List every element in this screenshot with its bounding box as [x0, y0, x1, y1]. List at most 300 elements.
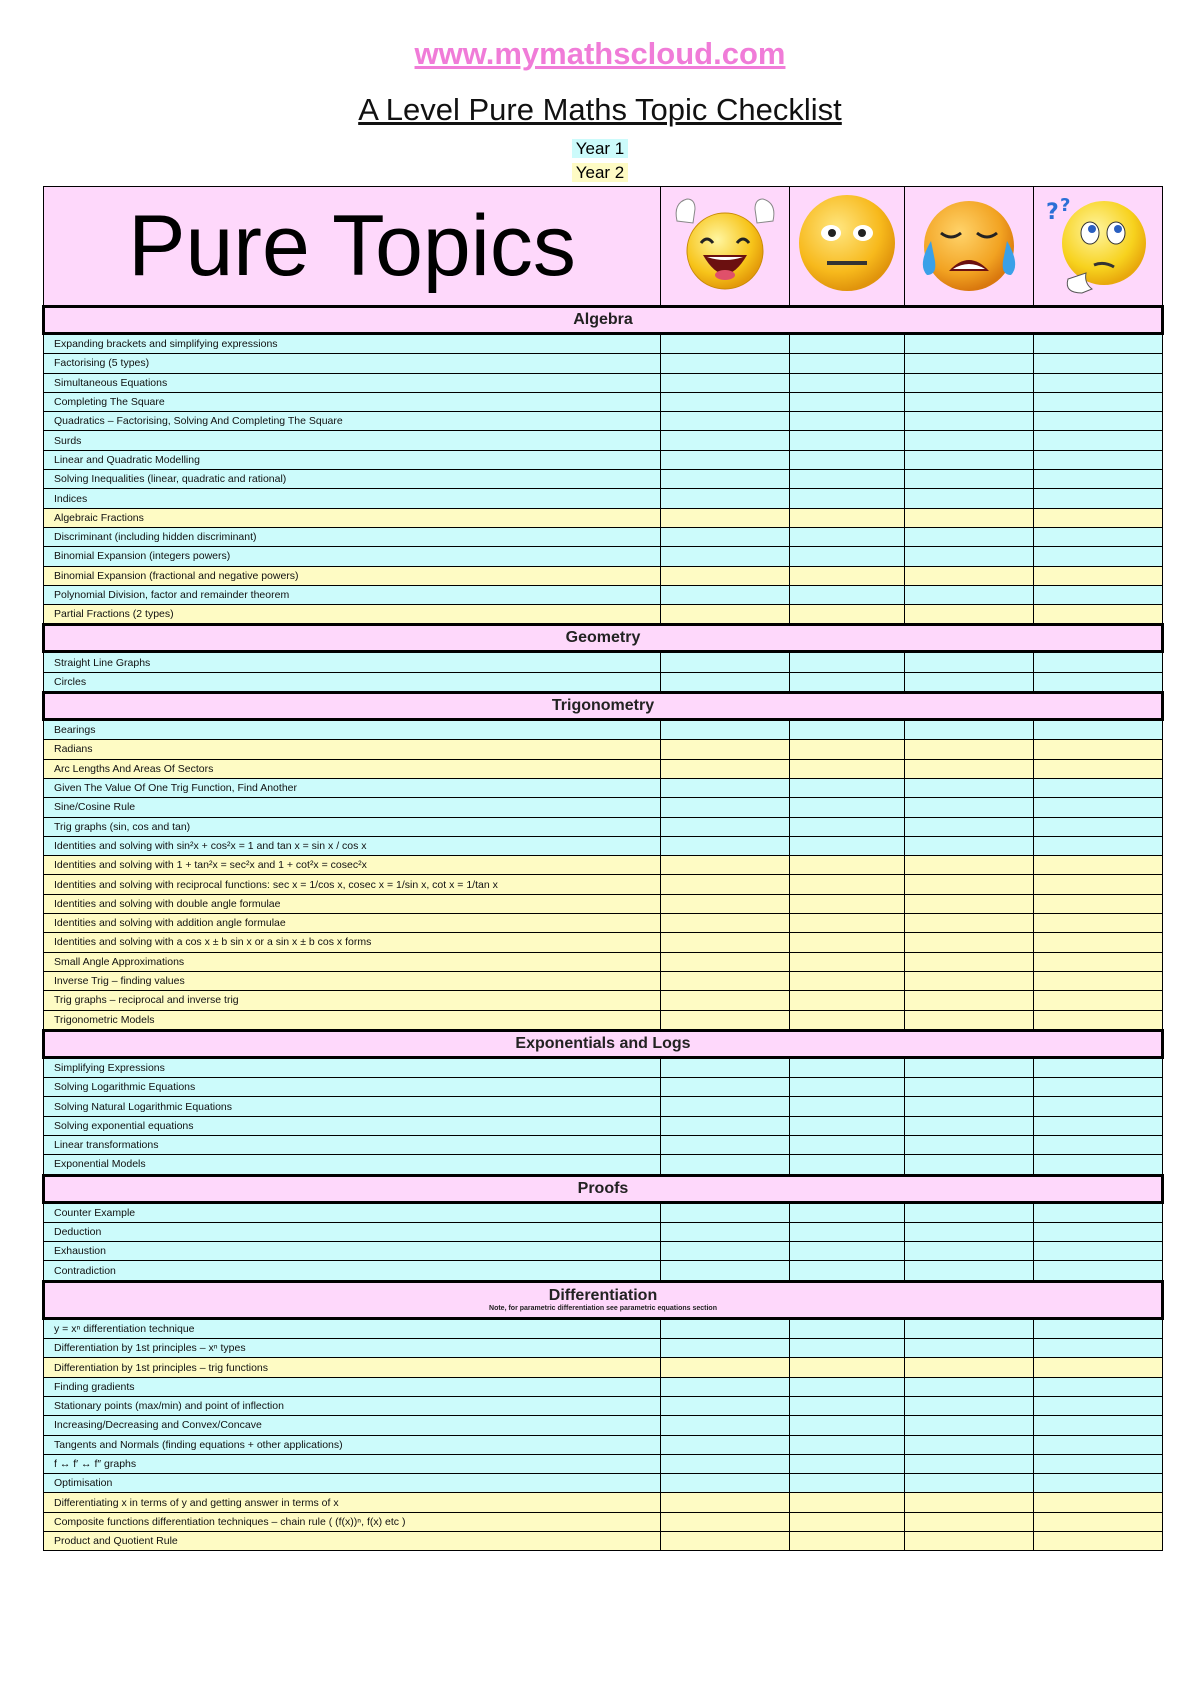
- rating-cell-very-happy[interactable]: [661, 952, 790, 971]
- rating-cell-crying[interactable]: [905, 720, 1034, 740]
- rating-cell-confused[interactable]: [1034, 778, 1163, 797]
- rating-cell-crying[interactable]: [905, 759, 1034, 778]
- rating-cell-neutral[interactable]: [790, 817, 905, 836]
- rating-cell-very-happy[interactable]: [661, 585, 790, 604]
- rating-cell-very-happy[interactable]: [661, 373, 790, 392]
- topic-row: [44, 1155, 1163, 1175]
- topic-name: Trigonometric Models: [44, 1010, 661, 1030]
- rating-cell-crying[interactable]: [905, 1155, 1034, 1175]
- rating-cell-confused[interactable]: [1034, 1435, 1163, 1454]
- rating-cell-crying[interactable]: [905, 1474, 1034, 1493]
- topic-name: Counter Example: [44, 1202, 661, 1222]
- rating-cell-very-happy[interactable]: [661, 1532, 790, 1551]
- rating-cell-very-happy[interactable]: [661, 527, 790, 546]
- rating-cell-crying[interactable]: [905, 1057, 1034, 1077]
- topic-name: Identities and solving with reciprocal functions: sec x = 1/cos x, cosec x = 1/sin x, cot x = 1/tan x: [44, 875, 661, 894]
- topic-row: [44, 817, 1163, 836]
- rating-cell-neutral[interactable]: [790, 1078, 905, 1097]
- topic-row: [44, 1493, 1163, 1512]
- rating-cell-neutral[interactable]: [790, 856, 905, 875]
- topic-checklist-table: [42, 186, 1164, 1551]
- rating-cell-very-happy[interactable]: [661, 894, 790, 913]
- topic-row: [44, 566, 1163, 585]
- rating-cell-crying[interactable]: [905, 1097, 1034, 1116]
- rating-cell-very-happy[interactable]: [661, 1512, 790, 1531]
- rating-cell-confused[interactable]: [1034, 1358, 1163, 1377]
- rating-cell-neutral[interactable]: [790, 672, 905, 692]
- rating-cell-very-happy[interactable]: [661, 566, 790, 585]
- rating-cell-crying[interactable]: [905, 1396, 1034, 1415]
- rating-cell-very-happy[interactable]: [661, 450, 790, 469]
- rating-cell-confused[interactable]: [1034, 605, 1163, 625]
- rating-cell-crying[interactable]: [905, 1261, 1034, 1281]
- rating-cell-confused[interactable]: [1034, 566, 1163, 585]
- rating-cell-confused[interactable]: [1034, 740, 1163, 759]
- topic-name: Differentiation by 1st principles – xⁿ types: [44, 1339, 661, 1358]
- rating-cell-confused[interactable]: [1034, 1532, 1163, 1551]
- rating-cell-crying[interactable]: [905, 652, 1034, 672]
- topic-name: Exhaustion: [44, 1242, 661, 1261]
- rating-cell-neutral[interactable]: [790, 334, 905, 354]
- rating-cell-confused[interactable]: [1034, 373, 1163, 392]
- rating-cell-crying[interactable]: [905, 1135, 1034, 1154]
- rating-cell-neutral[interactable]: [790, 991, 905, 1010]
- rating-cell-very-happy[interactable]: [661, 392, 790, 411]
- rating-cell-crying[interactable]: [905, 1377, 1034, 1396]
- rating-cell-neutral[interactable]: [790, 1116, 905, 1135]
- rating-cell-confused[interactable]: [1034, 1078, 1163, 1097]
- rating-cell-confused[interactable]: [1034, 817, 1163, 836]
- rating-cell-crying[interactable]: [905, 875, 1034, 894]
- rating-cell-confused[interactable]: [1034, 720, 1163, 740]
- section-title-cell: [44, 307, 1163, 334]
- rating-cell-crying[interactable]: [905, 585, 1034, 604]
- rating-cell-crying[interactable]: [905, 1416, 1034, 1435]
- rating-cell-neutral[interactable]: [790, 1396, 905, 1415]
- topic-name: Discriminant (including hidden discriminant): [44, 527, 661, 546]
- year-1-key: [0, 138, 1200, 160]
- section-title: Proofs: [577, 1179, 629, 1197]
- topic-row: [44, 392, 1163, 411]
- rating-cell-very-happy[interactable]: [661, 720, 790, 740]
- rating-column-neutral: [790, 187, 905, 307]
- topic-name: Inverse Trig – finding values: [44, 971, 661, 990]
- rating-cell-very-happy[interactable]: [661, 1057, 790, 1077]
- rating-cell-confused[interactable]: [1034, 1493, 1163, 1512]
- rating-cell-neutral[interactable]: [790, 894, 905, 913]
- rating-cell-neutral[interactable]: [790, 652, 905, 672]
- rating-cell-very-happy[interactable]: [661, 1078, 790, 1097]
- table-header-row: [44, 187, 1163, 307]
- rating-cell-very-happy[interactable]: [661, 875, 790, 894]
- rating-cell-very-happy[interactable]: [661, 1339, 790, 1358]
- rating-cell-neutral[interactable]: [790, 1135, 905, 1154]
- rating-cell-neutral[interactable]: [790, 508, 905, 527]
- rating-cell-neutral[interactable]: [790, 373, 905, 392]
- svg-text:?: ?: [1046, 200, 1059, 225]
- rating-cell-confused[interactable]: [1034, 470, 1163, 489]
- rating-cell-confused[interactable]: [1034, 1318, 1163, 1338]
- rating-cell-very-happy[interactable]: [661, 1222, 790, 1241]
- rating-cell-crying[interactable]: [905, 952, 1034, 971]
- rating-cell-very-happy[interactable]: [661, 1318, 790, 1338]
- topic-row: [44, 1135, 1163, 1154]
- rating-cell-neutral[interactable]: [790, 1493, 905, 1512]
- rating-cell-neutral[interactable]: [790, 1358, 905, 1377]
- rating-cell-crying[interactable]: [905, 778, 1034, 797]
- rating-cell-very-happy[interactable]: [661, 1377, 790, 1396]
- rating-cell-crying[interactable]: [905, 1010, 1034, 1030]
- rating-cell-crying[interactable]: [905, 991, 1034, 1010]
- rating-cell-confused[interactable]: [1034, 759, 1163, 778]
- rating-cell-very-happy[interactable]: [661, 740, 790, 759]
- rating-cell-neutral[interactable]: [790, 1377, 905, 1396]
- rating-cell-very-happy[interactable]: [661, 1010, 790, 1030]
- rating-cell-very-happy[interactable]: [661, 1396, 790, 1415]
- rating-cell-confused[interactable]: [1034, 933, 1163, 952]
- rating-cell-very-happy[interactable]: [661, 798, 790, 817]
- rating-cell-very-happy[interactable]: [661, 1474, 790, 1493]
- rating-cell-neutral[interactable]: [790, 585, 905, 604]
- rating-cell-neutral[interactable]: [790, 1261, 905, 1281]
- rating-cell-neutral[interactable]: [790, 1512, 905, 1531]
- rating-cell-neutral[interactable]: [790, 547, 905, 566]
- rating-cell-confused[interactable]: [1034, 914, 1163, 933]
- topic-row: [44, 1242, 1163, 1261]
- rating-cell-crying[interactable]: [905, 1222, 1034, 1241]
- topic-name: Stationary points (max/min) and point of inflection: [44, 1396, 661, 1415]
- rating-cell-neutral[interactable]: [790, 1474, 905, 1493]
- rating-cell-crying[interactable]: [905, 334, 1034, 354]
- rating-cell-crying[interactable]: [905, 470, 1034, 489]
- rating-cell-very-happy[interactable]: [661, 605, 790, 625]
- pure-topics-heading: Pure Topics: [44, 187, 661, 307]
- rating-cell-very-happy[interactable]: [661, 1493, 790, 1512]
- rating-cell-neutral[interactable]: [790, 720, 905, 740]
- rating-cell-crying[interactable]: [905, 547, 1034, 566]
- section-title: Exponentials and Logs: [515, 1034, 691, 1052]
- rating-cell-confused[interactable]: [1034, 527, 1163, 546]
- topic-name: Identities and solving with addition angle formulae: [44, 914, 661, 933]
- rating-cell-crying[interactable]: [905, 392, 1034, 411]
- section-title: Algebra: [573, 311, 633, 328]
- rating-cell-very-happy[interactable]: [661, 1155, 790, 1175]
- rating-cell-neutral[interactable]: [790, 933, 905, 952]
- rating-cell-crying[interactable]: [905, 1339, 1034, 1358]
- topic-name: Simplifying Expressions: [44, 1057, 661, 1077]
- topic-name: Bearings: [44, 720, 661, 740]
- rating-cell-crying[interactable]: [905, 971, 1034, 990]
- rating-cell-very-happy[interactable]: [661, 470, 790, 489]
- rating-cell-neutral[interactable]: [790, 431, 905, 450]
- rating-cell-very-happy[interactable]: [661, 1416, 790, 1435]
- rating-cell-crying[interactable]: [905, 1435, 1034, 1454]
- section-header-geometry: [44, 625, 1163, 652]
- rating-cell-crying[interactable]: [905, 527, 1034, 546]
- topic-row: [44, 759, 1163, 778]
- rating-cell-crying[interactable]: [905, 1242, 1034, 1261]
- rating-cell-crying[interactable]: [905, 1532, 1034, 1551]
- topic-name: f ↔ f′ ↔ f″ graphs: [44, 1454, 661, 1473]
- rating-cell-very-happy[interactable]: [661, 933, 790, 952]
- rating-cell-very-happy[interactable]: [661, 914, 790, 933]
- rating-cell-very-happy[interactable]: [661, 1097, 790, 1116]
- topic-row: [44, 740, 1163, 759]
- rating-cell-neutral[interactable]: [790, 470, 905, 489]
- rating-cell-crying[interactable]: [905, 856, 1034, 875]
- topic-row: [44, 778, 1163, 797]
- topic-row: [44, 1358, 1163, 1377]
- rating-cell-very-happy[interactable]: [661, 354, 790, 373]
- rating-cell-very-happy[interactable]: [661, 489, 790, 508]
- rating-cell-confused[interactable]: [1034, 1010, 1163, 1030]
- topic-name: Tangents and Normals (finding equations + other applications): [44, 1435, 661, 1454]
- rating-cell-neutral[interactable]: [790, 1318, 905, 1338]
- section-header-proofs: [44, 1175, 1163, 1202]
- topic-row: [44, 1097, 1163, 1116]
- rating-cell-neutral[interactable]: [790, 798, 905, 817]
- rating-cell-neutral[interactable]: [790, 952, 905, 971]
- rating-cell-confused[interactable]: [1034, 1474, 1163, 1493]
- rating-cell-crying[interactable]: [905, 836, 1034, 855]
- rating-cell-neutral[interactable]: [790, 1222, 905, 1241]
- rating-cell-neutral[interactable]: [790, 1532, 905, 1551]
- rating-cell-neutral[interactable]: [790, 836, 905, 855]
- topic-name: Binomial Expansion (fractional and negative powers): [44, 566, 661, 585]
- rating-cell-confused[interactable]: [1034, 1396, 1163, 1415]
- rating-cell-confused[interactable]: [1034, 1242, 1163, 1261]
- rating-cell-confused[interactable]: [1034, 547, 1163, 566]
- rating-cell-neutral[interactable]: [790, 1416, 905, 1435]
- topic-row: [44, 547, 1163, 566]
- topic-row: [44, 652, 1163, 672]
- topic-row: [44, 1474, 1163, 1493]
- confused-face-icon: [1038, 191, 1158, 301]
- rating-cell-very-happy[interactable]: [661, 1202, 790, 1222]
- rating-cell-confused[interactable]: [1034, 1377, 1163, 1396]
- rating-cell-confused[interactable]: [1034, 952, 1163, 971]
- rating-cell-crying[interactable]: [905, 566, 1034, 585]
- topic-row: [44, 1377, 1163, 1396]
- rating-cell-crying[interactable]: [905, 450, 1034, 469]
- rating-cell-confused[interactable]: [1034, 489, 1163, 508]
- rating-cell-confused[interactable]: [1034, 971, 1163, 990]
- section-title-cell: [44, 1281, 1163, 1318]
- rating-cell-confused[interactable]: [1034, 1057, 1163, 1077]
- rating-cell-confused[interactable]: [1034, 1202, 1163, 1222]
- topic-row: [44, 1339, 1163, 1358]
- rating-cell-neutral[interactable]: [790, 875, 905, 894]
- topic-row: [44, 1416, 1163, 1435]
- rating-cell-crying[interactable]: [905, 412, 1034, 431]
- rating-cell-crying[interactable]: [905, 1358, 1034, 1377]
- rating-cell-crying[interactable]: [905, 1202, 1034, 1222]
- rating-cell-confused[interactable]: [1034, 334, 1163, 354]
- topic-row: [44, 1512, 1163, 1531]
- rating-cell-crying[interactable]: [905, 431, 1034, 450]
- rating-cell-confused[interactable]: [1034, 1261, 1163, 1281]
- rating-cell-neutral[interactable]: [790, 1435, 905, 1454]
- rating-cell-confused[interactable]: [1034, 508, 1163, 527]
- topic-row: [44, 412, 1163, 431]
- rating-cell-very-happy[interactable]: [661, 759, 790, 778]
- rating-cell-crying[interactable]: [905, 1493, 1034, 1512]
- rating-cell-neutral[interactable]: [790, 605, 905, 625]
- rating-cell-neutral[interactable]: [790, 1010, 905, 1030]
- rating-cell-crying[interactable]: [905, 1512, 1034, 1531]
- rating-cell-neutral[interactable]: [790, 527, 905, 546]
- rating-cell-crying[interactable]: [905, 933, 1034, 952]
- rating-cell-very-happy[interactable]: [661, 817, 790, 836]
- rating-cell-neutral[interactable]: [790, 914, 905, 933]
- rating-cell-neutral[interactable]: [790, 1155, 905, 1175]
- topic-row: [44, 527, 1163, 546]
- topic-row: [44, 1532, 1163, 1551]
- rating-cell-crying[interactable]: [905, 914, 1034, 933]
- rating-cell-neutral[interactable]: [790, 412, 905, 431]
- topic-row: [44, 508, 1163, 527]
- rating-cell-very-happy[interactable]: [661, 856, 790, 875]
- rating-cell-crying[interactable]: [905, 605, 1034, 625]
- rating-cell-confused[interactable]: [1034, 836, 1163, 855]
- rating-cell-neutral[interactable]: [790, 450, 905, 469]
- rating-cell-confused[interactable]: [1034, 585, 1163, 604]
- rating-cell-confused[interactable]: [1034, 1135, 1163, 1154]
- rating-cell-confused[interactable]: [1034, 894, 1163, 913]
- topic-row: [44, 489, 1163, 508]
- rating-cell-very-happy[interactable]: [661, 836, 790, 855]
- rating-cell-very-happy[interactable]: [661, 1261, 790, 1281]
- rating-cell-neutral[interactable]: [790, 759, 905, 778]
- rating-cell-very-happy[interactable]: [661, 1242, 790, 1261]
- rating-cell-very-happy[interactable]: [661, 778, 790, 797]
- rating-cell-confused[interactable]: [1034, 1097, 1163, 1116]
- topic-name: Identities and solving with a cos x ± b sin x or a sin x ± b cos x forms: [44, 933, 661, 952]
- section-header-differentiation: [44, 1281, 1163, 1318]
- rating-cell-crying[interactable]: [905, 894, 1034, 913]
- rating-cell-crying[interactable]: [905, 798, 1034, 817]
- rating-cell-very-happy[interactable]: [661, 1435, 790, 1454]
- rating-cell-very-happy[interactable]: [661, 547, 790, 566]
- rating-cell-confused[interactable]: [1034, 392, 1163, 411]
- rating-cell-neutral[interactable]: [790, 1202, 905, 1222]
- rating-cell-confused[interactable]: [1034, 991, 1163, 1010]
- rating-cell-neutral[interactable]: [790, 1057, 905, 1077]
- rating-cell-confused[interactable]: [1034, 1116, 1163, 1135]
- rating-cell-confused[interactable]: [1034, 652, 1163, 672]
- topic-name: Optimisation: [44, 1474, 661, 1493]
- website-link[interactable]: www.mymathscloud.com: [414, 36, 786, 71]
- rating-cell-neutral[interactable]: [790, 354, 905, 373]
- rating-cell-crying[interactable]: [905, 1116, 1034, 1135]
- rating-cell-very-happy[interactable]: [661, 508, 790, 527]
- topic-row: [44, 952, 1163, 971]
- crying-face-icon: [909, 191, 1029, 301]
- rating-cell-neutral[interactable]: [790, 740, 905, 759]
- rating-cell-confused[interactable]: [1034, 412, 1163, 431]
- rating-cell-confused[interactable]: [1034, 1454, 1163, 1473]
- topic-row: [44, 933, 1163, 952]
- rating-cell-neutral[interactable]: [790, 1339, 905, 1358]
- rating-cell-confused[interactable]: [1034, 1416, 1163, 1435]
- topic-row: [44, 894, 1163, 913]
- topic-name: Differentiation by 1st principles – trig functions: [44, 1358, 661, 1377]
- rating-cell-crying[interactable]: [905, 672, 1034, 692]
- rating-cell-neutral[interactable]: [790, 1454, 905, 1473]
- rating-cell-confused[interactable]: [1034, 798, 1163, 817]
- topic-name: Trig graphs – reciprocal and inverse trig: [44, 991, 661, 1010]
- rating-cell-crying[interactable]: [905, 1454, 1034, 1473]
- rating-cell-neutral[interactable]: [790, 1097, 905, 1116]
- rating-cell-confused[interactable]: [1034, 354, 1163, 373]
- rating-cell-very-happy[interactable]: [661, 971, 790, 990]
- rating-cell-neutral[interactable]: [790, 489, 905, 508]
- rating-cell-neutral[interactable]: [790, 971, 905, 990]
- rating-cell-very-happy[interactable]: [661, 1358, 790, 1377]
- topic-row: [44, 991, 1163, 1010]
- rating-cell-very-happy[interactable]: [661, 991, 790, 1010]
- rating-cell-neutral[interactable]: [790, 566, 905, 585]
- section-title-cell: [44, 625, 1163, 652]
- year-2-label: Year 2: [572, 163, 629, 182]
- topic-row: [44, 1261, 1163, 1281]
- rating-cell-confused[interactable]: [1034, 1222, 1163, 1241]
- rating-cell-confused[interactable]: [1034, 431, 1163, 450]
- rating-cell-crying[interactable]: [905, 1078, 1034, 1097]
- topic-name: Identities and solving with 1 + tan²x = sec²x and 1 + cot²x = cosec²x: [44, 856, 661, 875]
- rating-cell-crying[interactable]: [905, 489, 1034, 508]
- rating-cell-very-happy[interactable]: [661, 1116, 790, 1135]
- rating-cell-confused[interactable]: [1034, 1339, 1163, 1358]
- section-title-cell: [44, 693, 1163, 720]
- rating-cell-confused[interactable]: [1034, 672, 1163, 692]
- topic-row: [44, 1078, 1163, 1097]
- rating-cell-very-happy[interactable]: [661, 431, 790, 450]
- rating-cell-neutral[interactable]: [790, 1242, 905, 1261]
- rating-cell-very-happy[interactable]: [661, 1135, 790, 1154]
- rating-cell-very-happy[interactable]: [661, 652, 790, 672]
- topic-name: Sine/Cosine Rule: [44, 798, 661, 817]
- rating-cell-crying[interactable]: [905, 740, 1034, 759]
- topic-name: Finding gradients: [44, 1377, 661, 1396]
- topic-name: Linear and Quadratic Modelling: [44, 450, 661, 469]
- rating-cell-confused[interactable]: [1034, 856, 1163, 875]
- rating-cell-confused[interactable]: [1034, 1512, 1163, 1531]
- topic-name: Partial Fractions (2 types): [44, 605, 661, 625]
- rating-cell-very-happy[interactable]: [661, 412, 790, 431]
- rating-cell-crying[interactable]: [905, 508, 1034, 527]
- topic-name: Algebraic Fractions: [44, 508, 661, 527]
- rating-cell-neutral[interactable]: [790, 778, 905, 797]
- rating-cell-confused[interactable]: [1034, 450, 1163, 469]
- rating-cell-neutral[interactable]: [790, 392, 905, 411]
- rating-cell-very-happy[interactable]: [661, 672, 790, 692]
- rating-cell-crying[interactable]: [905, 817, 1034, 836]
- topic-name: Solving Natural Logarithmic Equations: [44, 1097, 661, 1116]
- rating-cell-confused[interactable]: [1034, 1155, 1163, 1175]
- topic-row: [44, 373, 1163, 392]
- topic-row: [44, 798, 1163, 817]
- rating-cell-crying[interactable]: [905, 354, 1034, 373]
- rating-cell-confused[interactable]: [1034, 875, 1163, 894]
- rating-cell-crying[interactable]: [905, 373, 1034, 392]
- rating-cell-very-happy[interactable]: [661, 1454, 790, 1473]
- rating-cell-very-happy[interactable]: [661, 334, 790, 354]
- rating-cell-crying[interactable]: [905, 1318, 1034, 1338]
- topic-row: [44, 334, 1163, 354]
- topic-row: [44, 1116, 1163, 1135]
- very-happy-face-icon: [665, 191, 785, 301]
